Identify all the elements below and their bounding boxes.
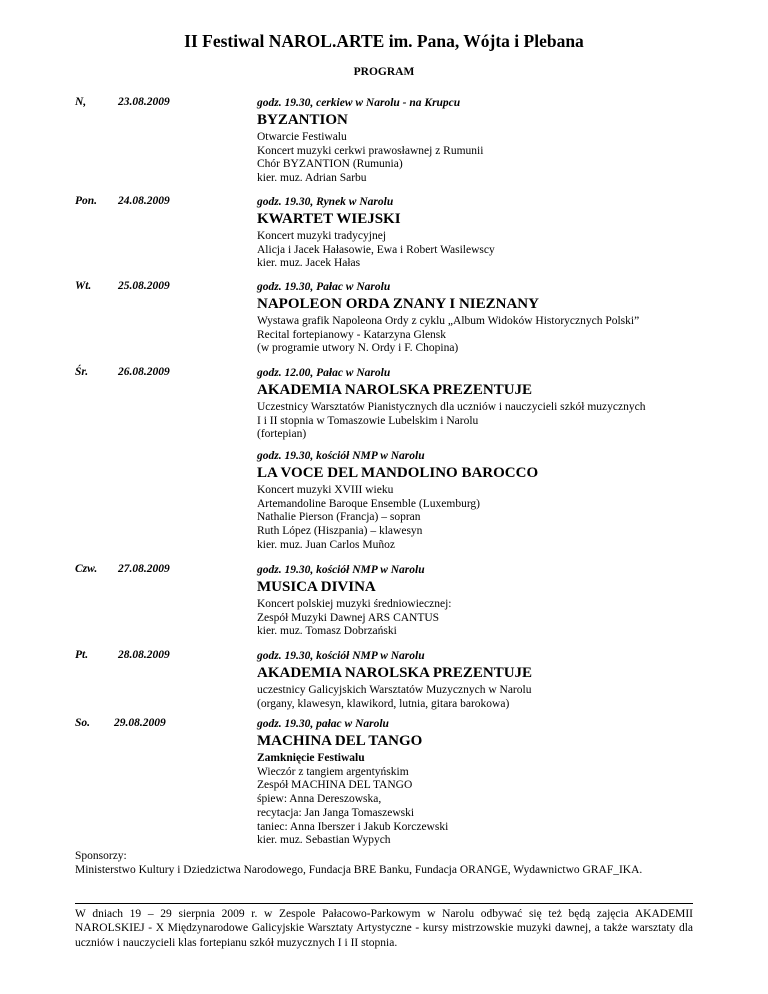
event-description-line: Recital fortepianowy - Katarzyna Glensk [257, 328, 447, 341]
event-description-line: Koncert muzyki XVIII wieku [257, 484, 394, 496]
event-description-line: Artemandoline Baroque Ensemble (Luxemburg) [257, 497, 481, 510]
event-name: BYZANTION [257, 112, 348, 128]
program-heading: PROGRAM [353, 66, 415, 78]
event-time-place: godz. 19.30, cerkiew w Narolu - na Krupcu [257, 97, 461, 109]
event-details [257, 717, 727, 848]
event-time-place: godz. 12.00, Pałac w Narolu [257, 367, 391, 379]
footer-note: W dniach 19 – 29 sierpnia 2009 r. w Zespole Pałacowo-Parkowym w Narolu odbywać się też będą zajęcia AKADEMII NAROLSKIEJ - X Międzynarodowe Galicyjskie Warsztaty Artystyczne - kursy mistrzowskie muzyki dawnej, a także warsztaty dla uczniów i nauczycieli klas fortepianu szkół muzycznych I i II stopnia. [75, 908, 693, 949]
event-description-line: Uczestnicy Warsztatów Pianistycznych dla uczniów i nauczycieli szkół muzycznych [257, 401, 646, 413]
event-description [257, 598, 727, 639]
event-description-line: kier. muz. Juan Carlos Muñoz [257, 538, 395, 551]
event-day: Pt. [75, 649, 89, 661]
event-description [257, 484, 727, 553]
sponsors-section [75, 849, 693, 877]
event-description [257, 131, 727, 186]
event-details [257, 563, 727, 639]
event-description-line: Wystawa grafik Napoleona Ordy z cyklu „Album Widoków Historycznych Polski” [257, 315, 640, 327]
event-date: 24.08.2009 [118, 195, 170, 207]
event-description-line: Otwarcie Festiwalu [257, 131, 347, 143]
event-description-line: kier. muz. Sebastian Wypych [257, 834, 391, 847]
event-description [257, 752, 727, 848]
event-description-line: taniec: Anna Iberszer i Jakub Korczewski [257, 820, 449, 833]
event-description-line: Koncert muzyki cerkwi prawosławnej z Rumunii [257, 144, 484, 157]
event-details [257, 449, 727, 553]
event-time-place: godz. 19.30, Rynek w Narolu [257, 196, 394, 208]
event-description-line: Zamknięcie Festiwalu [257, 752, 365, 764]
event-description-line: Zespół MACHINA DEL TANGO [257, 779, 413, 792]
event-description [257, 230, 727, 271]
event-day: Pon. [75, 195, 98, 207]
event-time-place: godz. 19.30, pałac w Narolu [257, 718, 389, 730]
event-description-line: Wieczór z tangiem argentyńskim [257, 765, 409, 778]
event-description-line: Ruth López (Hiszpania) – klawesyn [257, 525, 423, 538]
event-description [257, 401, 727, 442]
event-name: MUSICA DIVINA [257, 579, 376, 595]
event-description-line: recytacja: Jan Janga Tomaszewski [257, 806, 415, 819]
event-time-place: godz. 19.30, kościół NMP w Narolu [257, 564, 425, 576]
event-details [257, 96, 727, 186]
event-description [257, 684, 727, 711]
event-description [257, 315, 727, 356]
event-description-line: Alicja i Jacek Hałasowie, Ewa i Robert Wasilewscy [257, 243, 495, 256]
sponsors-label: Sponsorzy: [75, 850, 127, 862]
event-description-line: uczestnicy Galicyjskich Warsztatów Muzycznych w Narolu [257, 684, 532, 696]
event-description-line: I i II stopnia w Tomaszowie Lubelskim i Narolu [257, 414, 479, 427]
event-name: LA VOCE DEL MANDOLINO BAROCCO [257, 465, 539, 481]
event-description-line: śpiew: Anna Dereszowska, [257, 793, 382, 806]
event-description-line: Koncert polskiej muzyki średniowiecznej: [257, 598, 452, 610]
event-name: AKADEMIA NAROLSKA PREZENTUJE [257, 665, 533, 681]
event-day: So. [75, 717, 91, 729]
event-description-line: Chór BYZANTION (Rumunia) [257, 158, 403, 171]
event-time-place: godz. 19.30, Pałac w Narolu [257, 281, 391, 293]
event-day: Śr. [75, 366, 89, 378]
event-description-line: kier. muz. Tomasz Dobrzański [257, 625, 397, 638]
event-description-line: (organy, klawesyn, klawikord, lutnia, gitara barokowa) [257, 697, 510, 710]
event-date: 23.08.2009 [118, 96, 170, 108]
event-date: 27.08.2009 [118, 563, 170, 575]
event-date: 28.08.2009 [118, 649, 170, 661]
event-description-line: Nathalie Pierson (Francja) – sopran [257, 511, 421, 524]
event-name: NAPOLEON ORDA ZNANY I NIEZNANY [257, 296, 539, 312]
event-description-line: kier. muz. Jacek Hałas [257, 257, 361, 270]
event-day: Czw. [75, 563, 98, 575]
event-date: 29.08.2009 [114, 717, 166, 729]
event-description-line: Zespół Muzyki Dawnej ARS CANTUS [257, 611, 440, 624]
event-details [257, 195, 727, 271]
event-day: N, [75, 96, 87, 108]
event-date: 26.08.2009 [118, 366, 170, 378]
event-time-place: godz. 19.30, kościół NMP w Narolu [257, 450, 425, 462]
event-description-line: (w programie utwory N. Ordy i F. Chopina) [257, 342, 459, 355]
event-details [257, 280, 727, 356]
event-details [257, 366, 727, 442]
event-day: Wt. [75, 280, 92, 292]
divider [75, 903, 693, 904]
sponsors-text: Ministerstwo Kultury i Dziedzictwa Narodowego, Fundacja BRE Banku, Fundacja ORANGE, Wydawnictwo GRAF_IKA. [75, 864, 643, 876]
event-time-place: godz. 19.30, kościół NMP w Narolu [257, 650, 425, 662]
event-date: 25.08.2009 [118, 280, 170, 292]
event-name: AKADEMIA NAROLSKA PREZENTUJE [257, 382, 533, 398]
event-description-line: Koncert muzyki tradycyjnej [257, 230, 387, 242]
event-name: MACHINA DEL TANGO [257, 733, 423, 749]
event-description-line: kier. muz. Adrian Sarbu [257, 172, 367, 185]
document-title: II Festiwal NAROL.ARTE im. Pana, Wójta i Plebana [184, 31, 584, 51]
event-name: KWARTET WIEJSKI [257, 211, 401, 227]
event-description-line: (fortepian) [257, 428, 307, 441]
event-details [257, 649, 727, 711]
